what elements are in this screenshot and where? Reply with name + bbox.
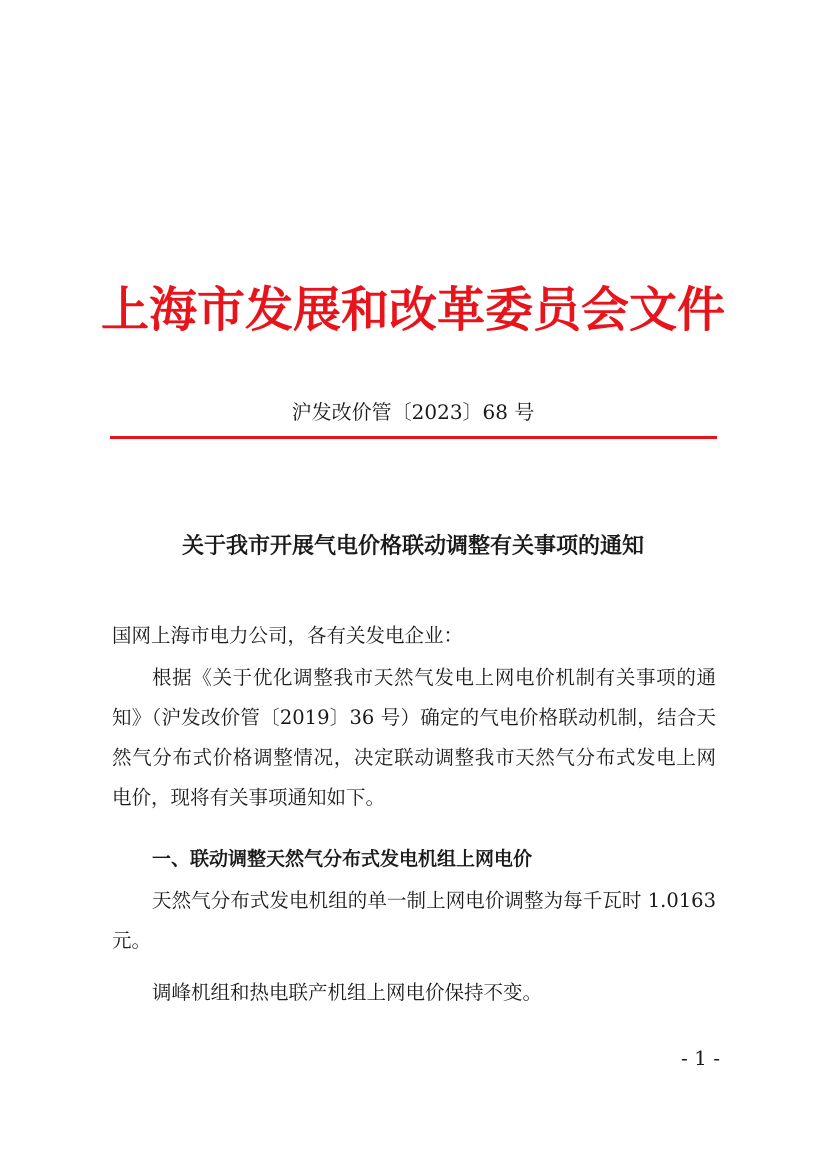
section-heading-1: 一、联动调整天然气分布式发电机组上网电价 <box>152 848 533 870</box>
paragraph-basis: 根据《关于优化调整我市天然气发电上网电价机制有关事项的通知》（沪发改价管〔2019〕36 号）确定的气电价格联动机制，结合天然气分布式价格调整情况，决定联动调整我市天然气分布式发电上网电价，现将有关事项通知如下。 <box>112 666 716 809</box>
agency-document-title: 上海市发展和改革委员会文件 <box>100 282 725 338</box>
page-number: - 1 - <box>681 1046 720 1070</box>
paragraph-unchanged-price: 调峰机组和热电联产机组上网电价保持不变。 <box>152 981 543 1004</box>
document-number: 沪发改价管〔2023〕68 号 <box>291 400 535 424</box>
paragraph-price-adjustment: 天然气分布式发电机组的单一制上网电价调整为每千瓦时 1.0163 元。 <box>112 889 716 952</box>
notice-title: 关于我市开展气电价格联动调整有关事项的通知 <box>181 533 644 559</box>
salutation: 国网上海市电力公司，各有关发电企业： <box>112 624 464 647</box>
red-divider-line <box>110 436 717 439</box>
